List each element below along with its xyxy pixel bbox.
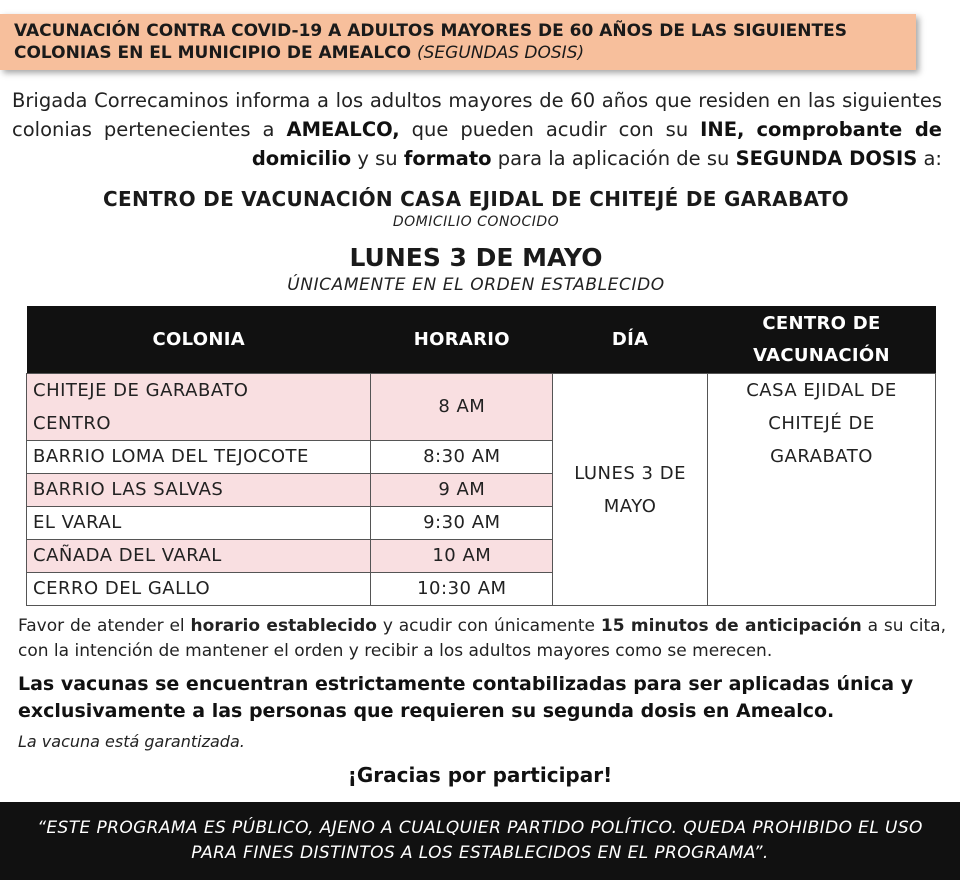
- dia-cell: LUNES 3 DE MAYO: [553, 374, 708, 606]
- centro-cell: CASA EJIDAL DE CHITEJÉ DE GARABATO: [708, 374, 936, 606]
- header-title-bold: VACUNACIÓN CONTRA COVID-19 A ADULTOS MAYORES DE 60 AÑOS DE LAS SIGUIENTES COLONIAS EN EL MUNICIPIO DE AMEALCO: [14, 21, 847, 63]
- intro-text: Brigada Correcaminos informa a los adultos mayores de 60 años que residen en las siguientes colonias pertenecientes a: [12, 89, 942, 141]
- intro-bold: SEGUNDA DOSIS: [735, 147, 918, 170]
- intro-text: para la aplicación de su: [491, 147, 736, 170]
- header-title: [14, 20, 914, 64]
- vaccine-allocation-note: Las vacunas se encuentran estrictamente contabilizadas para ser aplicadas única y exclusivamente a las personas que requieren su segunda dosis en Amealco.: [18, 673, 914, 722]
- colonia-cell: EL VARAL: [27, 507, 371, 540]
- header-centro: CENTRO DE VACUNACIÓN: [708, 306, 936, 374]
- header-colonia: COLONIA: [27, 306, 371, 374]
- colonia-cell: BARRIO LOMA DEL TEJOCOTE: [27, 441, 371, 474]
- date-title: LUNES 3 DE MAYO: [349, 243, 603, 272]
- footer-disclaimer: “ESTE PROGRAMA ES PÚBLICO, AJENO A CUALQUIER PARTIDO POLÍTICO. QUEDA PROHIBIDO EL USO PARA FINES DISTINTOS A LOS ESTABLECIDOS EN EL PROGRAMA”.: [37, 818, 923, 863]
- horario-cell: 8 AM: [371, 374, 553, 441]
- note-text: a su cita, con la intención de mantener el orden y recibir a los adultos mayores como se merecen.: [18, 616, 946, 661]
- order-subtitle: ÚNICAMENTE EN EL ORDEN ESTABLECIDO: [287, 275, 665, 295]
- horario-cell: 9:30 AM: [371, 507, 553, 540]
- header-title-italic: (SEGUNDAS DOSIS): [417, 43, 585, 63]
- note-text: Favor de atender el: [18, 616, 191, 636]
- intro-text: y su: [351, 147, 404, 170]
- thanks-text: ¡Gracias por participar!: [347, 763, 613, 787]
- colonia-cell: BARRIO LAS SALVAS: [27, 474, 371, 507]
- intro-text: a:: [917, 147, 942, 170]
- vaccination-center-title: CENTRO DE VACUNACIÓN CASA EJIDAL DE CHITEJÉ DE GARABATO: [103, 187, 849, 211]
- header-dia: DÍA: [553, 306, 708, 374]
- note-text: y acudir con únicamente: [376, 616, 601, 636]
- colonia-cell: CAÑADA DEL VARAL: [27, 540, 371, 573]
- intro-bold: formato: [403, 147, 492, 170]
- intro-text: que pueden acudir con su: [399, 118, 701, 141]
- footer-banner: [0, 802, 960, 880]
- table-header-row: [27, 306, 936, 374]
- note-bold: 15 minutos de anticipación: [600, 616, 862, 636]
- note-bold: horario establecido: [190, 616, 377, 636]
- domicilio-text: DOMICILIO CONOCIDO: [392, 214, 560, 230]
- colonia-cell: CERRO DEL GALLO: [27, 573, 371, 606]
- attendance-note: [18, 614, 946, 664]
- horario-cell: 9 AM: [371, 474, 553, 507]
- intro-paragraph: [12, 86, 942, 173]
- colonia-cell: CHITEJE DE GARABATO CENTRO: [27, 374, 371, 441]
- intro-bold: AMEALCO,: [286, 118, 400, 141]
- intro-bold: comprobante de domicilio: [251, 118, 943, 170]
- horario-cell: 10:30 AM: [371, 573, 553, 606]
- horario-cell: 8:30 AM: [371, 441, 553, 474]
- horario-cell: 10 AM: [371, 540, 553, 573]
- table-row: [27, 374, 936, 441]
- schedule-table: [26, 306, 936, 606]
- intro-bold: INE,: [700, 118, 745, 141]
- header-horario: HORARIO: [371, 306, 553, 374]
- guarantee-text: La vacuna está garantizada.: [18, 732, 245, 751]
